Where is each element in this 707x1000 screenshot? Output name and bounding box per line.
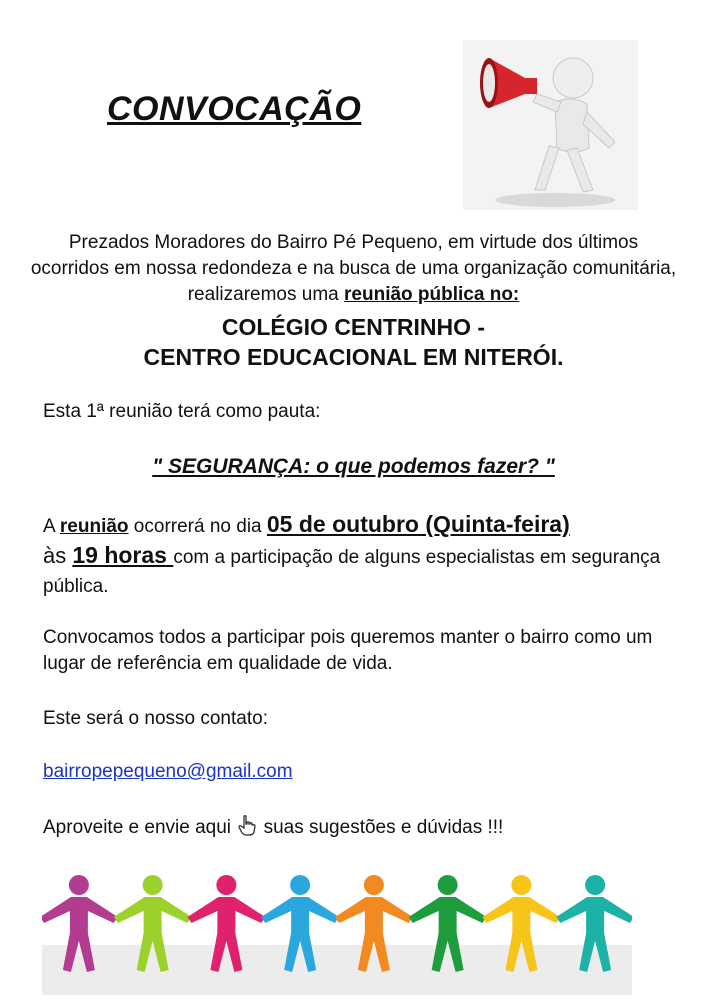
- suggestions-after: suas sugestões e dúvidas !!!: [258, 817, 504, 838]
- venue-line-2: CENTRO EDUCACIONAL EM NITERÓI.: [143, 344, 564, 370]
- email-link[interactable]: bairropepequeno@gmail.com: [43, 761, 293, 782]
- convocation-text: Convocamos todos a participar pois queremos manter o bairro como um lugar de referência em qualidade de vida.: [43, 627, 653, 674]
- page-title: CONVOCAÇÃO: [107, 90, 362, 128]
- meeting-time: 19 horas: [72, 542, 174, 568]
- pointing-hand-icon: [236, 814, 258, 836]
- people-holding-hands-icon: [42, 855, 632, 995]
- suggestions-before: Aproveite e envie aqui: [43, 817, 237, 838]
- intro-paragraph: [30, 230, 677, 308]
- contact-label: Este será o nosso contato:: [43, 708, 268, 729]
- meeting-as: às: [43, 543, 73, 568]
- venue-line-1: COLÉGIO CENTRINHO -: [221, 314, 486, 340]
- meeting-details: [43, 510, 683, 601]
- intro-text: Prezados Moradores do Bairro Pé Pequeno, em virtude dos últimos ocorridos em nossa redondeza e na busca de uma organização comunitária, realizaremos uma: [30, 232, 677, 305]
- meeting-a: A: [43, 516, 60, 537]
- intro-emphasis: reunião pública no:: [344, 284, 520, 305]
- venue-block: [30, 312, 677, 372]
- meeting-date: 05 de outubro (Quinta-feira): [266, 511, 570, 537]
- megaphone-figure-icon: [463, 40, 638, 210]
- meeting-rest: com a participação de alguns especialistas em segurança pública.: [43, 547, 661, 597]
- pauta-text: Esta 1ª reunião terá como pauta:: [43, 401, 321, 422]
- suggestions-text: [43, 814, 683, 841]
- meeting-reuniao: reunião: [59, 516, 129, 537]
- meeting-topic: " SEGURANÇA: o que podemos fazer? ": [152, 455, 555, 478]
- meeting-occurs: ocorrerá no dia: [128, 516, 267, 537]
